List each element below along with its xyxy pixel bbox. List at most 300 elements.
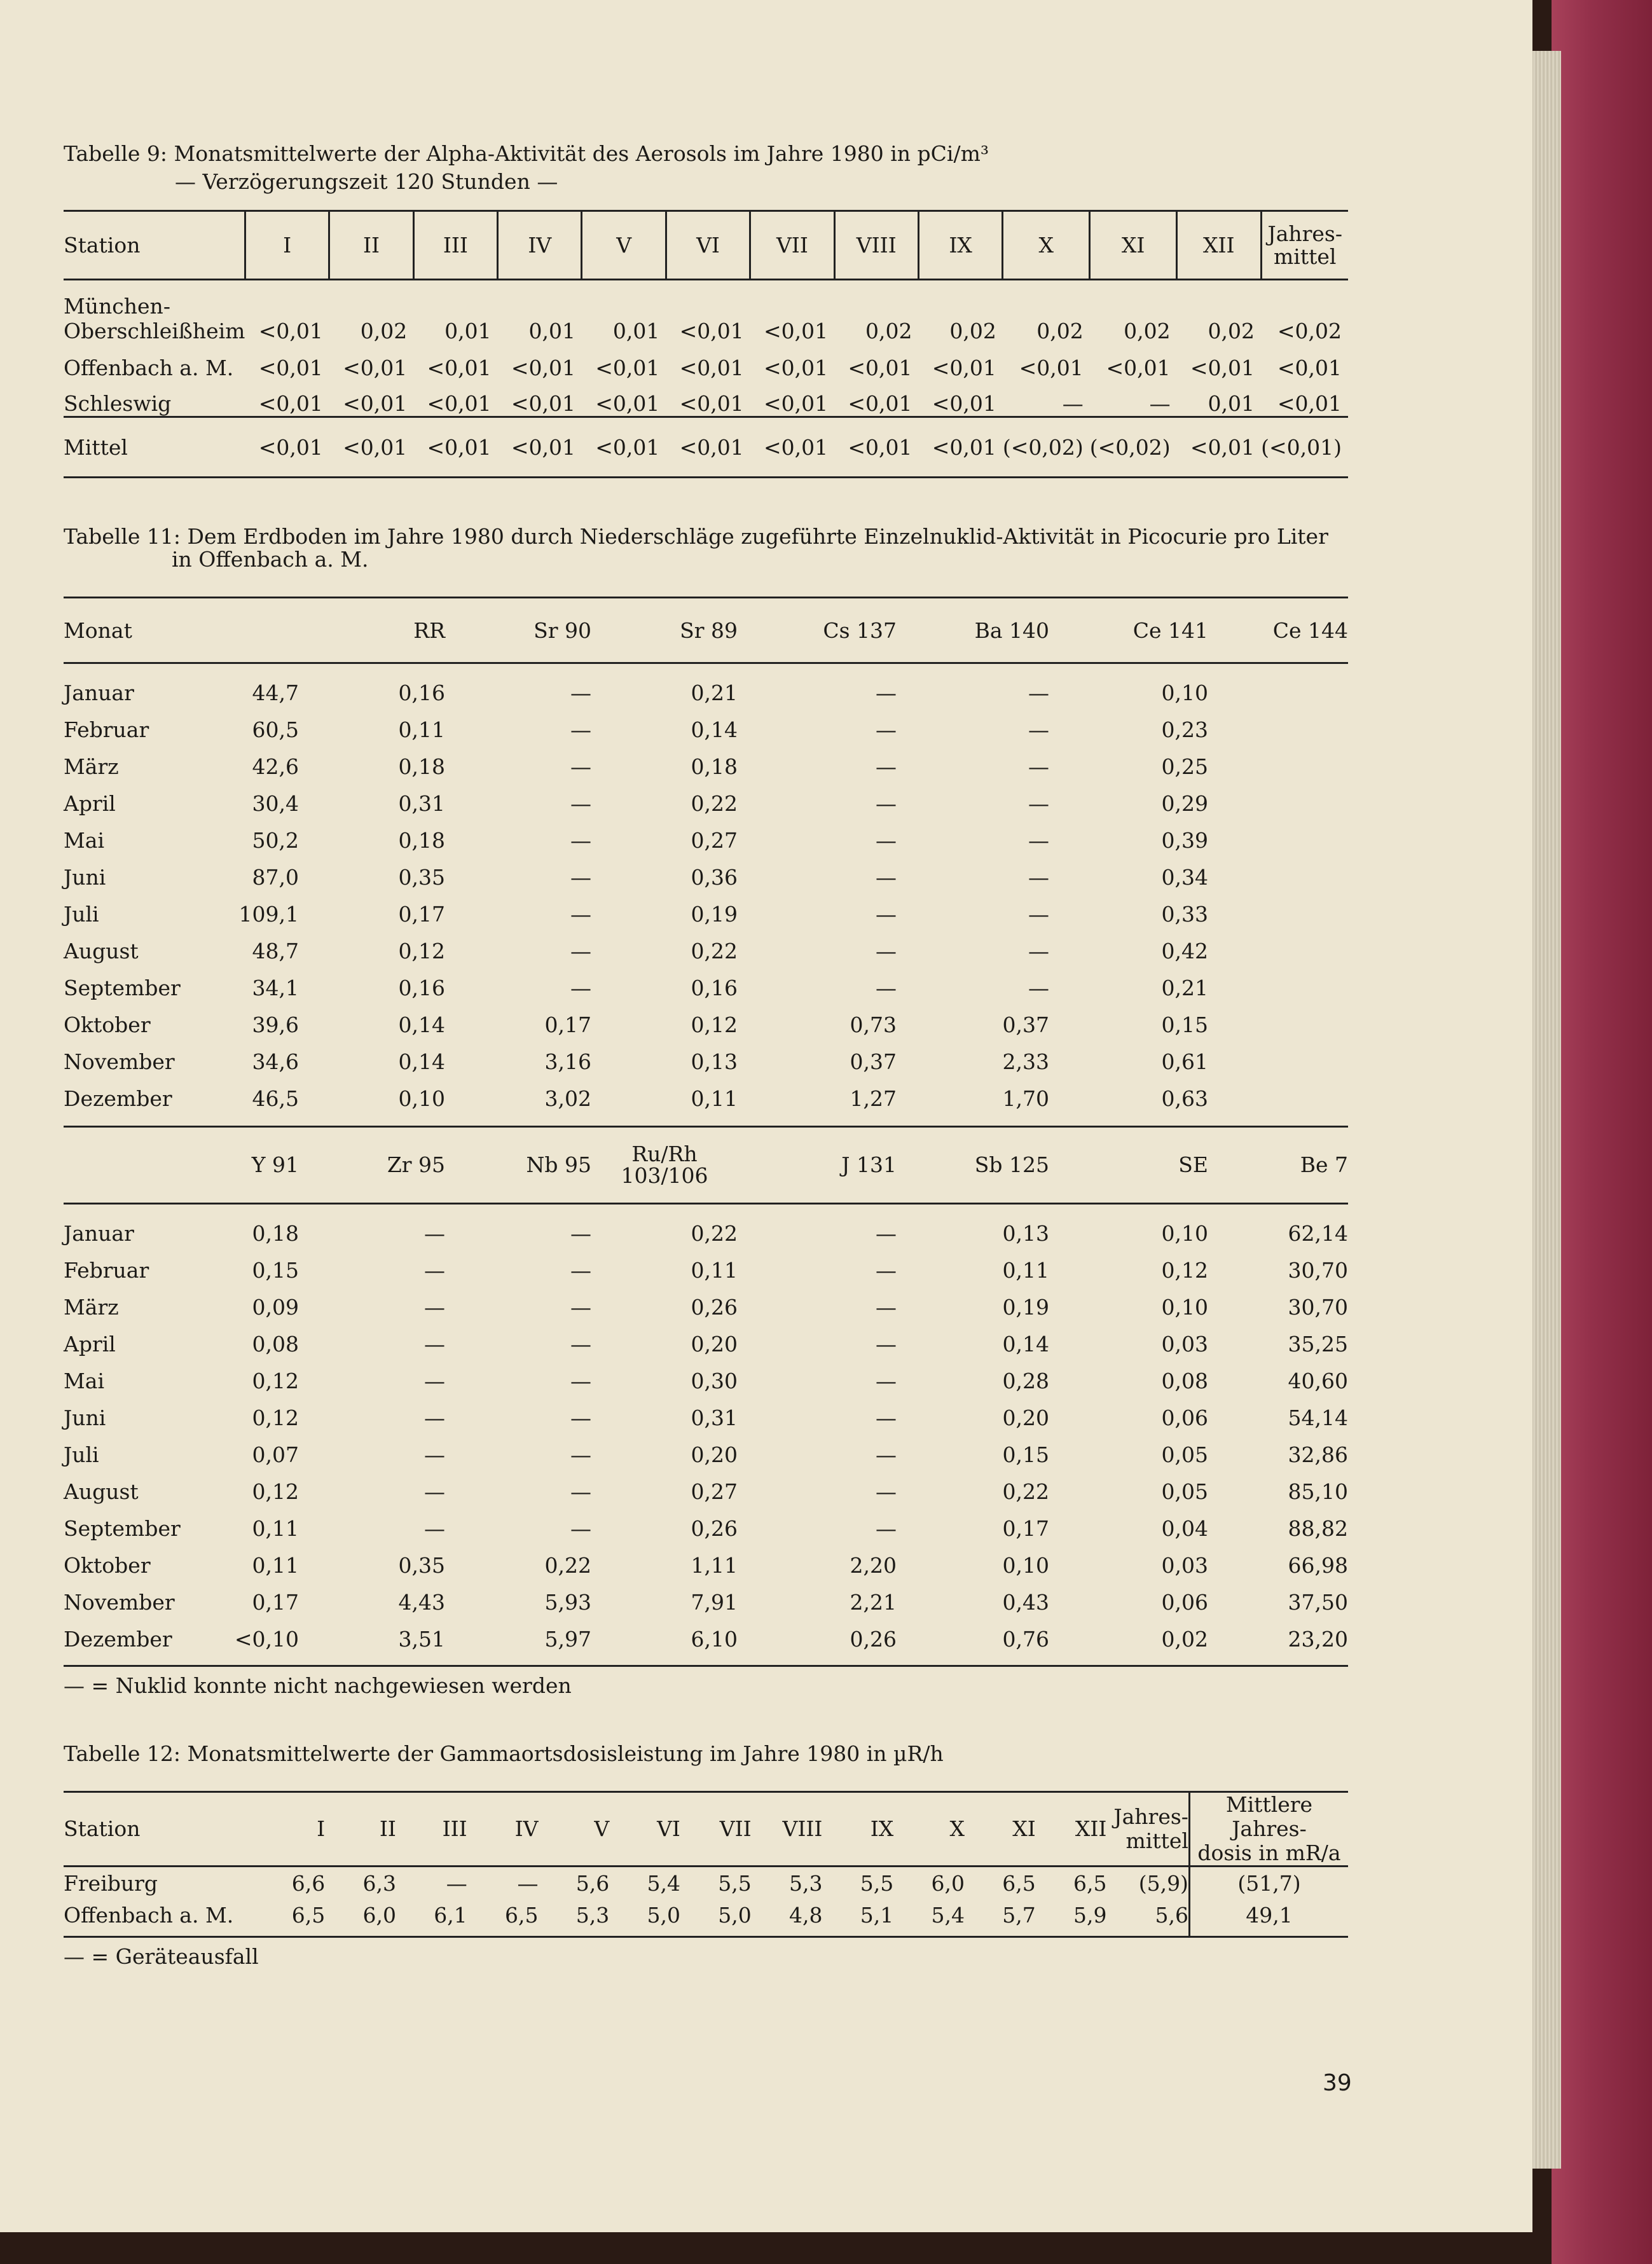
table-cell: — bbox=[876, 790, 897, 816]
table-cell: 0,12 bbox=[691, 1012, 738, 1037]
table-cell: 5,1 bbox=[822, 1899, 893, 1937]
table-cell: 6,5 bbox=[1002, 1870, 1036, 1896]
table-cell: <0,01 bbox=[511, 355, 575, 380]
table-cell: 0,18 bbox=[398, 827, 445, 853]
table-row bbox=[64, 1204, 1348, 1252]
table-cell: 5,4 bbox=[893, 1899, 965, 1937]
table-row bbox=[64, 1473, 1348, 1510]
table-cell: 0,35 bbox=[398, 1552, 445, 1578]
table-cell: 2,20 bbox=[850, 1552, 897, 1578]
month-label: August bbox=[64, 1479, 139, 1504]
table-cell: — bbox=[876, 717, 897, 742]
table-cell: <0,01 bbox=[679, 355, 744, 380]
table-cell: <0,01 bbox=[679, 318, 744, 343]
month-label: März bbox=[64, 754, 119, 779]
table-cell: 0,08 bbox=[252, 1331, 299, 1356]
table-cell: 0,20 bbox=[1002, 1405, 1049, 1430]
table-cell: 0,14 bbox=[1002, 1331, 1049, 1356]
table-row bbox=[64, 895, 1348, 932]
table12-header-cell: III bbox=[396, 1792, 467, 1867]
table-cell: <0,01 bbox=[427, 391, 492, 416]
month-label: September bbox=[64, 975, 181, 1000]
table-cell: — bbox=[424, 1220, 445, 1246]
table-cell: 46,5 bbox=[252, 1086, 299, 1111]
month-label: September bbox=[64, 1515, 181, 1541]
table-cell: 62,14 bbox=[1288, 1220, 1348, 1246]
table-cell: <0,01 bbox=[750, 417, 834, 478]
table11-header-cell: Sb 125 bbox=[897, 1127, 1049, 1204]
table9-mean-label: Mittel bbox=[64, 417, 245, 478]
table-cell: 0,39 bbox=[1161, 827, 1208, 853]
table-row bbox=[64, 1510, 1348, 1547]
table-row bbox=[64, 380, 1348, 417]
table-cell: 3,02 bbox=[544, 1086, 591, 1111]
table-cell: 109,1 bbox=[238, 901, 299, 927]
table-cell: <0,01 bbox=[595, 355, 660, 380]
table-cell: 6,0 bbox=[325, 1899, 396, 1937]
table-cell: 40,60 bbox=[1288, 1368, 1348, 1393]
table-cell: <0,01 bbox=[918, 417, 1002, 478]
table-cell: 0,17 bbox=[1002, 1515, 1049, 1541]
table-cell: 0,26 bbox=[691, 1515, 738, 1541]
table-cell: — bbox=[570, 864, 591, 890]
table9-header-cell: VIII bbox=[834, 211, 918, 280]
table-cell: 0,33 bbox=[1161, 901, 1208, 927]
table-cell: 5,3 bbox=[538, 1899, 609, 1937]
table-cell: — bbox=[570, 1220, 591, 1246]
table-row bbox=[64, 1867, 1348, 1900]
table-cell: 0,14 bbox=[691, 717, 738, 742]
table-cell: 6,5 bbox=[467, 1899, 539, 1937]
table11-header-cell: Nb 95 bbox=[445, 1127, 591, 1204]
table-cell: 5,4 bbox=[647, 1870, 680, 1896]
table11-header-cell: Ru/Rh 103/106 bbox=[591, 1127, 738, 1204]
book-cover-edge bbox=[1552, 0, 1652, 2264]
page-number: 39 bbox=[1323, 2070, 1352, 2096]
month-label: Juli bbox=[64, 1442, 99, 1467]
table-cell: <0,01 bbox=[932, 391, 996, 416]
month-label: Dezember bbox=[64, 1086, 172, 1111]
table-row bbox=[64, 785, 1348, 822]
table-cell: 0,19 bbox=[691, 901, 738, 927]
table9-header-cell: III bbox=[413, 211, 497, 280]
table-cell: <0,01 bbox=[848, 391, 912, 416]
table-cell: <0,01 bbox=[1019, 355, 1084, 380]
table-cell: 1,11 bbox=[691, 1552, 738, 1578]
table-cell: 0,73 bbox=[850, 1012, 897, 1037]
table-cell: — bbox=[1149, 391, 1171, 416]
table-cell: 5,6 bbox=[575, 1870, 610, 1896]
table12-header-cell: IV bbox=[467, 1792, 539, 1867]
table-cell: <0,01 bbox=[245, 417, 329, 478]
table-row bbox=[64, 280, 1348, 343]
month-label: März bbox=[64, 1294, 119, 1320]
table12-header-cell: Mittlere Jahres- dosis in mR/a bbox=[1189, 1792, 1348, 1867]
table-cell: 2,33 bbox=[1002, 1049, 1049, 1074]
table-cell: 0,12 bbox=[398, 938, 445, 963]
table-cell: 6,0 bbox=[931, 1870, 965, 1896]
table-cell: <0,01 bbox=[343, 391, 408, 416]
table-cell: 0,13 bbox=[1002, 1220, 1049, 1246]
table-row bbox=[64, 1620, 1348, 1666]
table-cell: 6,10 bbox=[591, 1620, 738, 1666]
table-cell: 0,06 bbox=[1161, 1589, 1208, 1615]
table11-header-cell: Be 7 bbox=[1208, 1127, 1348, 1204]
table-cell: — bbox=[570, 827, 591, 853]
table-cell: 88,82 bbox=[1288, 1515, 1348, 1541]
table-cell: <0,01 bbox=[595, 391, 660, 416]
table-cell: (<0,02) bbox=[1003, 417, 1090, 478]
table-cell: — bbox=[517, 1870, 539, 1896]
table-cell: 3,51 bbox=[299, 1620, 445, 1666]
table9 bbox=[64, 210, 1348, 478]
month-label: November bbox=[64, 1589, 175, 1615]
table-cell: — bbox=[1028, 680, 1049, 705]
table-cell: — bbox=[570, 717, 591, 742]
month-label: November bbox=[64, 1049, 175, 1074]
table9-header-cell: XI bbox=[1090, 211, 1177, 280]
table-cell: 5,7 bbox=[965, 1899, 1036, 1937]
table11-header-cell: Ce 141 bbox=[1049, 598, 1208, 663]
table9-header-cell: X bbox=[1003, 211, 1090, 280]
table-cell: 0,02 bbox=[1124, 318, 1171, 343]
month-label: Mai bbox=[64, 1368, 105, 1393]
table12-header-cell: V bbox=[538, 1792, 609, 1867]
table-cell: <0,01 bbox=[1277, 355, 1342, 380]
table-cell: 0,01 bbox=[444, 318, 492, 343]
table-cell: 1,27 bbox=[850, 1086, 897, 1111]
station-label: Offenbach a. M. bbox=[64, 1899, 254, 1937]
table-cell: — bbox=[570, 1257, 591, 1283]
table-cell: 0,05 bbox=[1161, 1442, 1208, 1467]
table-cell: <0,01 bbox=[834, 417, 918, 478]
table-cell: 0,06 bbox=[1161, 1405, 1208, 1430]
table-cell: — bbox=[424, 1515, 445, 1541]
table11-header-cell: Monat bbox=[64, 598, 299, 663]
table12 bbox=[64, 1791, 1348, 1938]
table-cell: 0,11 bbox=[398, 717, 445, 742]
table-cell: — bbox=[570, 790, 591, 816]
table-cell: (51,7) bbox=[1189, 1867, 1348, 1900]
table-cell: 0,22 bbox=[691, 790, 738, 816]
month-label: August bbox=[64, 938, 139, 963]
table-cell: <0,01 bbox=[666, 417, 750, 478]
table-cell: 34,1 bbox=[252, 975, 299, 1000]
table-cell: 0,10 bbox=[1161, 1220, 1208, 1246]
table-cell: 0,10 bbox=[398, 1086, 445, 1111]
table-cell: 30,4 bbox=[252, 790, 299, 816]
table11-header-cell: Sr 89 bbox=[591, 598, 738, 663]
table9-header-cell: IX bbox=[918, 211, 1002, 280]
table-cell: 0,18 bbox=[691, 754, 738, 779]
table-row bbox=[64, 1325, 1348, 1362]
table-row bbox=[64, 711, 1348, 748]
table-cell: 0,02 bbox=[865, 318, 912, 343]
table-cell: 37,50 bbox=[1288, 1589, 1348, 1615]
table9-header-cell: V bbox=[582, 211, 666, 280]
table-cell: — bbox=[570, 754, 591, 779]
table-cell: — bbox=[424, 1405, 445, 1430]
table-cell: 0,10 bbox=[1002, 1552, 1049, 1578]
table-cell: <0,01 bbox=[498, 417, 582, 478]
table-cell: 5,3 bbox=[789, 1870, 823, 1896]
table-cell: 0,16 bbox=[398, 975, 445, 1000]
table12-header-cell: XII bbox=[1036, 1792, 1107, 1867]
table-cell: — bbox=[570, 1442, 591, 1467]
table-row bbox=[64, 969, 1348, 1006]
table-cell: 0,20 bbox=[691, 1442, 738, 1467]
table11-header-cell: Cs 137 bbox=[738, 598, 897, 663]
month-label: Dezember bbox=[64, 1620, 191, 1666]
table-cell: <0,01 bbox=[427, 355, 492, 380]
table-cell: 60,5 bbox=[252, 717, 299, 742]
table-cell: 6,6 bbox=[291, 1870, 326, 1896]
table-cell: 0,17 bbox=[252, 1589, 299, 1615]
table9-caption: Tabelle 9: Monatsmittelwerte der Alpha-Aktivität des Aerosols im Jahre 1980 in pCi/m³ bbox=[64, 141, 989, 166]
month-label: Februar bbox=[64, 717, 149, 742]
table11-header-cell: Ba 140 bbox=[897, 598, 1049, 663]
month-label: Juni bbox=[64, 864, 106, 890]
table-cell: <0,01 bbox=[511, 391, 575, 416]
table-cell: 0,37 bbox=[850, 1049, 897, 1074]
table-cell: 0,42 bbox=[1161, 938, 1208, 963]
table-cell: — bbox=[1028, 790, 1049, 816]
month-label: Juni bbox=[64, 1405, 106, 1430]
month-label: Mai bbox=[64, 827, 105, 853]
table11-header-cell: Y 91 bbox=[191, 1127, 299, 1204]
table12-caption: Tabelle 12: Monatsmittelwerte der Gammaortsdosisleistung im Jahre 1980 in µR/h bbox=[64, 1741, 944, 1766]
table-cell: <0,01 bbox=[763, 318, 829, 343]
table12-header-cell: Station bbox=[64, 1792, 254, 1867]
table-cell: <0,01 bbox=[1177, 417, 1261, 478]
table-cell: 0,30 bbox=[691, 1368, 738, 1393]
table-cell: — bbox=[570, 938, 591, 963]
table-cell: — bbox=[570, 1515, 591, 1541]
table9-subcaption: — Verzögerungszeit 120 Stunden — bbox=[175, 169, 558, 194]
table-cell: — bbox=[570, 975, 591, 1000]
table-cell: 0,12 bbox=[252, 1405, 299, 1430]
table-cell: — bbox=[876, 1479, 897, 1504]
table-cell: 0,63 bbox=[1161, 1086, 1208, 1111]
table-cell: — bbox=[570, 1294, 591, 1320]
table-cell: 0,04 bbox=[1161, 1515, 1208, 1541]
table12-header-cell: IX bbox=[822, 1792, 893, 1867]
table-cell: 0,01 bbox=[1208, 391, 1255, 416]
table-cell: <0,01 bbox=[343, 355, 408, 380]
table-cell: 49,1 bbox=[1189, 1899, 1348, 1937]
table12-header-row bbox=[64, 1792, 1348, 1867]
table-cell: — bbox=[876, 975, 897, 1000]
table-cell: 2,21 bbox=[850, 1589, 897, 1615]
table-cell: <0,01 bbox=[1190, 355, 1255, 380]
table-cell: 7,91 bbox=[691, 1589, 738, 1615]
table-cell: — bbox=[424, 1331, 445, 1356]
table-cell: — bbox=[876, 1405, 897, 1430]
table11-header-row-1 bbox=[64, 598, 1348, 663]
page-content bbox=[64, 140, 1348, 1969]
table-cell: 0,22 bbox=[1002, 1479, 1049, 1504]
table-cell: 0,22 bbox=[691, 938, 738, 963]
table-cell: — bbox=[446, 1870, 467, 1896]
table-cell: 66,98 bbox=[1288, 1552, 1348, 1578]
table11-header-row-2 bbox=[64, 1127, 1348, 1204]
table-cell: 42,6 bbox=[252, 754, 299, 779]
table9-header-cell: IV bbox=[498, 211, 582, 280]
table-cell: 0,16 bbox=[691, 975, 738, 1000]
table-cell: 0,10 bbox=[1161, 1294, 1208, 1320]
table11-header-cell: Zr 95 bbox=[299, 1127, 445, 1204]
table11-header-cell bbox=[64, 1127, 191, 1204]
table-cell: 0,01 bbox=[612, 318, 660, 343]
table-cell: — bbox=[1028, 827, 1049, 853]
table-cell: 0,17 bbox=[544, 1012, 591, 1037]
table-cell: 54,14 bbox=[1288, 1405, 1348, 1430]
table-cell: <0,01 bbox=[932, 355, 996, 380]
table-cell: 0,15 bbox=[252, 1257, 299, 1283]
table-cell: 5,0 bbox=[680, 1899, 752, 1937]
table-cell: 0,31 bbox=[691, 1405, 738, 1430]
table-cell: 5,5 bbox=[718, 1870, 752, 1896]
table-row bbox=[64, 1252, 1348, 1288]
table-cell: 0,18 bbox=[398, 754, 445, 779]
table-cell: (<0,01) bbox=[1261, 417, 1348, 478]
table-cell: 0,10 bbox=[1161, 680, 1208, 705]
table11-caption-line2: in Offenbach a. M. bbox=[172, 547, 369, 572]
table-cell: 0,07 bbox=[252, 1442, 299, 1467]
table-cell: 4,8 bbox=[752, 1899, 823, 1937]
table-cell: 0,34 bbox=[1161, 864, 1208, 890]
table-cell: <0,01 bbox=[848, 355, 912, 380]
table9-header-cell: VI bbox=[666, 211, 750, 280]
table-cell: (5,9) bbox=[1138, 1870, 1188, 1896]
table-cell: <0,01 bbox=[763, 355, 829, 380]
table-cell: — bbox=[876, 1368, 897, 1393]
table-cell: 0,14 bbox=[398, 1049, 445, 1074]
table-cell: 0,27 bbox=[691, 827, 738, 853]
table-cell: <0,01 bbox=[258, 355, 323, 380]
table-cell: 4,43 bbox=[398, 1589, 445, 1615]
table9-header-row bbox=[64, 211, 1348, 280]
table-cell: 1,70 bbox=[1002, 1086, 1049, 1111]
table-cell: 0,11 bbox=[691, 1257, 738, 1283]
table-row bbox=[64, 1399, 1348, 1436]
table-row bbox=[64, 1899, 1348, 1937]
table-cell: — bbox=[876, 1442, 897, 1467]
table-row bbox=[64, 343, 1348, 380]
month-label: Oktober bbox=[64, 1012, 151, 1037]
table-cell: — bbox=[876, 827, 897, 853]
table-cell: 0,02 bbox=[1036, 318, 1084, 343]
table-cell: (<0,02) bbox=[1090, 417, 1177, 478]
table-cell: 0,16 bbox=[398, 680, 445, 705]
table-cell: 0,12 bbox=[252, 1368, 299, 1393]
table12-footnote: — = Geräteausfall bbox=[64, 1944, 259, 1969]
table-cell: <0,10 bbox=[191, 1620, 299, 1666]
table-cell: 0,31 bbox=[398, 790, 445, 816]
table-cell: 0,02 bbox=[1208, 318, 1255, 343]
table-cell: — bbox=[570, 1405, 591, 1430]
table-cell: <0,01 bbox=[582, 417, 666, 478]
table-cell: 6,3 bbox=[362, 1870, 396, 1896]
table-cell: 0,35 bbox=[398, 864, 445, 890]
table-cell: 0,25 bbox=[1161, 754, 1208, 779]
table-cell: — bbox=[876, 754, 897, 779]
table-cell: 0,03 bbox=[1161, 1331, 1208, 1356]
table-cell: <0,01 bbox=[1106, 355, 1171, 380]
table-cell: — bbox=[876, 1515, 897, 1541]
table-cell: 0,21 bbox=[1161, 975, 1208, 1000]
table-cell: 0,13 bbox=[691, 1049, 738, 1074]
table-cell: 23,20 bbox=[1208, 1620, 1348, 1666]
table11-header-cell: Sr 90 bbox=[445, 598, 591, 663]
table-cell: 0,05 bbox=[1161, 1479, 1208, 1504]
table-cell: <0,01 bbox=[258, 391, 323, 416]
table-row bbox=[64, 1362, 1348, 1399]
table-row bbox=[64, 1547, 1348, 1584]
table-cell: 0,12 bbox=[1161, 1257, 1208, 1283]
table-cell: 5,6 bbox=[1106, 1899, 1189, 1937]
table-cell: 5,9 bbox=[1036, 1899, 1107, 1937]
table-cell: 6,5 bbox=[254, 1899, 325, 1937]
table-cell: 0,36 bbox=[691, 864, 738, 890]
table9-header-cell: XII bbox=[1177, 211, 1261, 280]
table-cell: 0,76 bbox=[897, 1620, 1049, 1666]
table-cell: 35,25 bbox=[1288, 1331, 1348, 1356]
table-cell: — bbox=[424, 1368, 445, 1393]
table12-header-cell: X bbox=[893, 1792, 965, 1867]
table-row bbox=[64, 1006, 1348, 1043]
table-row bbox=[64, 663, 1348, 712]
table-cell: 0,17 bbox=[398, 901, 445, 927]
table-cell: 34,6 bbox=[252, 1049, 299, 1074]
month-label: Januar bbox=[64, 680, 134, 705]
table-cell: — bbox=[570, 1479, 591, 1504]
table-row bbox=[64, 859, 1348, 895]
station-label: München- Oberschleißheim bbox=[64, 293, 245, 343]
table-cell: 0,02 bbox=[360, 318, 408, 343]
table-cell: 0,03 bbox=[1161, 1552, 1208, 1578]
table-cell: — bbox=[424, 1294, 445, 1320]
table-cell: 0,02 bbox=[1049, 1620, 1208, 1666]
table12-header-cell: Jahres- mittel bbox=[1106, 1792, 1189, 1867]
table-cell: 0,11 bbox=[691, 1086, 738, 1111]
table-cell: 5,93 bbox=[544, 1589, 591, 1615]
table-row bbox=[64, 932, 1348, 969]
table-cell: 3,16 bbox=[544, 1049, 591, 1074]
table11-header-cell: J 131 bbox=[738, 1127, 897, 1204]
table-cell: 39,6 bbox=[252, 1012, 299, 1037]
table-cell: 6,1 bbox=[396, 1899, 467, 1937]
table-cell: 50,2 bbox=[252, 827, 299, 853]
table-cell: <0,01 bbox=[329, 417, 413, 478]
table9-header-cell: I bbox=[245, 211, 329, 280]
table-row bbox=[64, 1080, 1348, 1127]
table-row bbox=[64, 1288, 1348, 1325]
table-cell: 0,19 bbox=[1002, 1294, 1049, 1320]
table-cell: 0,22 bbox=[544, 1552, 591, 1578]
table12-header-cell: VIII bbox=[752, 1792, 823, 1867]
table-cell: — bbox=[424, 1442, 445, 1467]
table-cell: — bbox=[876, 1331, 897, 1356]
table-cell: — bbox=[424, 1479, 445, 1504]
table-cell: 0,15 bbox=[1161, 1012, 1208, 1037]
table12-header-cell: VI bbox=[609, 1792, 680, 1867]
table9-header-cell: Station bbox=[64, 211, 245, 280]
table-cell: 6,5 bbox=[1073, 1870, 1107, 1896]
table-cell: 85,10 bbox=[1288, 1479, 1348, 1504]
table-cell: 0,29 bbox=[1161, 790, 1208, 816]
table12-header-cell: VII bbox=[680, 1792, 752, 1867]
